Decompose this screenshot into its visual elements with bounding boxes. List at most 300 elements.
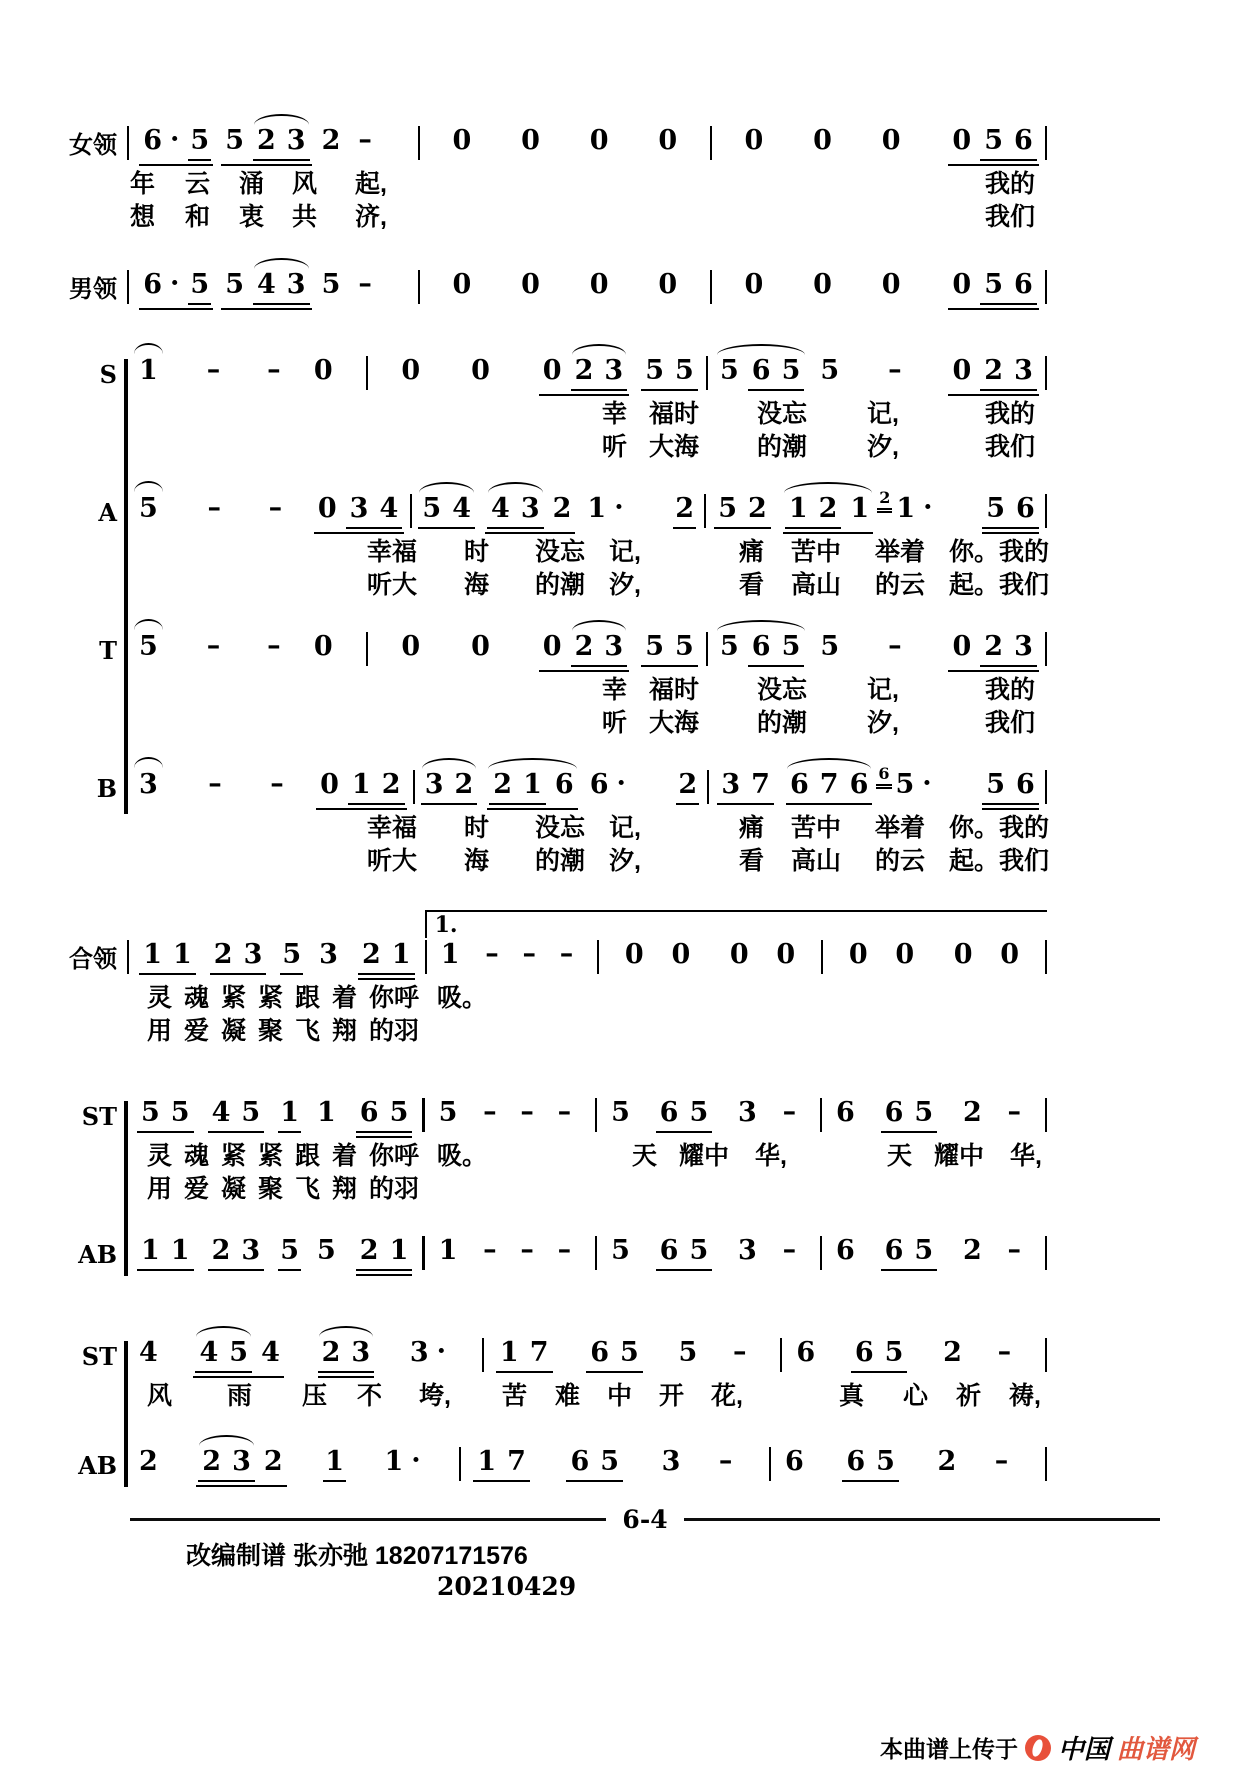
- note: [239, 1098, 262, 1128]
- dash-glyph: –: [732, 1336, 747, 1367]
- lyric-text: 共: [292, 203, 318, 231]
- note-digit: 0: [589, 269, 609, 300]
- dash-glyph: –: [1007, 1096, 1022, 1127]
- barline: [706, 356, 708, 390]
- note: [141, 940, 164, 970]
- lyric-text: 苦中: [791, 538, 842, 566]
- staff-label: T: [99, 636, 117, 665]
- lyric-text: 飞: [295, 1017, 321, 1045]
- lyric-text: 吸。: [437, 1142, 488, 1170]
- beam-line: [208, 1131, 265, 1134]
- lyric-text: 苦: [502, 1382, 528, 1410]
- lyric-text: 紧: [221, 1142, 247, 1170]
- staff-content: [127, 1447, 1047, 1489]
- note-group: [980, 632, 1037, 667]
- note-digit: 5: [718, 493, 738, 524]
- lyric-text: 心: [903, 1382, 929, 1410]
- note-digit: 1: [896, 493, 916, 524]
- barline: [418, 270, 420, 304]
- beam-line: [539, 670, 629, 673]
- notes-row: [127, 632, 1047, 674]
- staff: [0, 908, 1047, 1048]
- note-digit: 6: [1014, 125, 1033, 156]
- beam-line: [877, 508, 892, 510]
- note-digit: 3: [1014, 631, 1033, 662]
- lyrics-line: [127, 569, 1050, 602]
- staff: [0, 488, 1050, 602]
- note: [169, 1098, 192, 1128]
- lyrics-line: [127, 674, 1047, 707]
- staff: [0, 764, 1050, 878]
- note-group: [785, 494, 842, 529]
- note: [137, 494, 160, 524]
- note: [811, 270, 834, 300]
- note: [847, 940, 870, 970]
- barline: [366, 356, 368, 390]
- note: [780, 356, 803, 386]
- note-digit: 0: [313, 355, 333, 386]
- lyric-text: 聚: [258, 1017, 284, 1045]
- note: [1012, 632, 1035, 662]
- note: [961, 1236, 984, 1266]
- note-digit: 0: [881, 269, 901, 300]
- beam-line: [193, 1376, 283, 1379]
- augmentation-dot: ·: [436, 1336, 447, 1367]
- note-group: [137, 1236, 194, 1271]
- note: [285, 126, 308, 156]
- lyric-text: 衷: [239, 203, 265, 231]
- staff-label: AB: [78, 1451, 117, 1480]
- slur-arc: [199, 1435, 254, 1446]
- note-group: [948, 126, 1038, 166]
- note: [743, 126, 766, 156]
- note-digit: 5: [719, 631, 739, 662]
- staff-label: ST: [81, 1342, 117, 1371]
- lyric-text: 垮,: [419, 1382, 451, 1410]
- note: [774, 940, 797, 970]
- note: [141, 270, 181, 300]
- lyric-text: 汐,: [867, 433, 899, 461]
- beam-line: [487, 808, 577, 811]
- volta-label: 1.: [434, 912, 458, 938]
- barline: [1045, 1447, 1047, 1481]
- staff: [0, 1338, 1047, 1413]
- note-digit: 6: [554, 769, 574, 800]
- note-digit: 2: [321, 125, 341, 156]
- note: [242, 940, 265, 970]
- slur-arc: [196, 1326, 251, 1337]
- slur-arc: [572, 620, 627, 631]
- beam-line: [673, 527, 696, 530]
- beam-line: [278, 1269, 301, 1272]
- lyric-text: 凝: [221, 1175, 247, 1203]
- note-digit: 0: [953, 939, 973, 970]
- note-digit: 6: [659, 1097, 679, 1128]
- note-digit: 5: [781, 355, 801, 386]
- lyric-text: 没忘: [535, 538, 586, 566]
- note-group: [358, 940, 415, 980]
- note-digit: 2: [675, 493, 695, 524]
- note-group: [881, 1098, 938, 1133]
- note-digit: 0: [776, 939, 796, 970]
- note-digit: 6: [846, 1446, 866, 1477]
- dash-glyph: –: [267, 354, 281, 385]
- note-digit: 3: [1014, 355, 1033, 386]
- note: [750, 356, 773, 386]
- beam-line: [356, 1131, 413, 1134]
- lyric-text: 我们: [985, 433, 1036, 461]
- note-digit: 2: [321, 1337, 341, 1368]
- note-digit: 5: [914, 1235, 934, 1266]
- lyrics-line: [127, 1380, 1047, 1413]
- note-group: [748, 632, 805, 667]
- beam-line: [188, 303, 211, 306]
- dash-glyph: –: [206, 354, 221, 385]
- note-digit: 2: [139, 1446, 158, 1477]
- note-digit: 5: [141, 1097, 160, 1128]
- barline: [459, 1447, 461, 1481]
- lyric-text: 紧: [258, 984, 284, 1012]
- note-digit: 0: [895, 939, 915, 970]
- note: [719, 770, 742, 800]
- beam-line: [418, 527, 475, 530]
- note-group: [195, 1338, 252, 1373]
- notes-row: [127, 912, 1047, 982]
- note-group: [656, 1236, 713, 1271]
- lyric-text: 风: [292, 170, 318, 198]
- note-digit: 2: [256, 125, 276, 156]
- beam-line: [571, 389, 628, 392]
- note: [718, 632, 741, 662]
- lyric-text: 我们: [999, 571, 1050, 599]
- note-digit: 1: [523, 769, 542, 800]
- note-digit: 0: [952, 125, 972, 156]
- note: [450, 494, 473, 524]
- note-digit: 1: [587, 493, 607, 524]
- beam-line: [851, 1371, 908, 1374]
- note-digit: 6: [884, 1097, 904, 1128]
- note-group: [418, 494, 475, 529]
- note: [489, 494, 512, 524]
- lyric-text: 开: [659, 1382, 685, 1410]
- beam-line: [980, 389, 1037, 392]
- note-group: [210, 940, 267, 975]
- system: [0, 1098, 1047, 1278]
- beam-line: [208, 1269, 265, 1272]
- lyrics-line: [127, 1015, 1047, 1048]
- note: [984, 770, 1007, 800]
- note-digit: 6: [836, 1235, 855, 1266]
- lyric-text: 风: [147, 1382, 173, 1410]
- note-digit: 6: [884, 1235, 904, 1266]
- note-digit: 2: [574, 631, 594, 662]
- note-group: [346, 494, 403, 529]
- note-digit: 0: [744, 125, 764, 156]
- note-group: [473, 1447, 530, 1482]
- note: [818, 770, 841, 800]
- dash-glyph: –: [268, 492, 283, 523]
- notes-row: [127, 1236, 1047, 1278]
- note-digit: 3: [351, 1337, 371, 1368]
- note: [320, 126, 343, 156]
- augmentation-dot: ·: [614, 492, 624, 523]
- note-digit: 5: [689, 1235, 709, 1266]
- beam-line: [948, 308, 1038, 311]
- staff-label: ST: [81, 1102, 117, 1131]
- lyrics-line: [127, 168, 1047, 201]
- note-digit: 3: [604, 631, 624, 662]
- lyric-text: 济,: [355, 203, 387, 231]
- lyric-text: 耀中: [679, 1142, 730, 1170]
- note: [390, 940, 413, 970]
- staff: [0, 1236, 1047, 1278]
- note-digit: 1: [850, 493, 870, 524]
- lyric-text: 真: [839, 1382, 865, 1410]
- note-digit: 6: [659, 1235, 679, 1266]
- lyric-text: 我们: [999, 847, 1050, 875]
- note-digit: 4: [211, 1097, 231, 1128]
- note-digit: 5: [719, 355, 739, 386]
- note: [673, 494, 696, 529]
- lyric-text: 涌: [239, 170, 265, 198]
- note-digit: 0: [813, 269, 832, 300]
- beam-line: [676, 803, 699, 806]
- note-digit: 5: [389, 1097, 409, 1128]
- beam-line: [539, 394, 629, 397]
- note-digit: 3: [241, 1235, 261, 1266]
- beam-line: [748, 665, 805, 668]
- grace-note: [876, 765, 891, 789]
- note-digit: 0: [848, 939, 868, 970]
- lyric-text: 幸福: [367, 538, 418, 566]
- notes-row: [127, 1098, 1047, 1140]
- barline: [1045, 1236, 1047, 1270]
- note-digit: 5: [282, 939, 302, 970]
- lyric-text: 耀中: [934, 1142, 985, 1170]
- note-digit: 0: [471, 355, 490, 386]
- note-group: [982, 770, 1039, 810]
- note: [984, 494, 1007, 524]
- slur-arc: [488, 758, 576, 769]
- note-digit: 3: [738, 1097, 757, 1128]
- slur-arc: [319, 1326, 374, 1337]
- beam-line: [717, 803, 774, 806]
- note-digit: 5: [820, 355, 840, 386]
- beam-line: [982, 532, 1039, 535]
- dash-glyph: –: [888, 630, 902, 661]
- lyric-text: 年: [130, 170, 156, 198]
- note-group: [716, 632, 806, 667]
- note: [618, 1338, 641, 1368]
- note: [437, 1236, 460, 1266]
- beam-line: [982, 808, 1039, 811]
- note-digit: 5: [986, 493, 1005, 524]
- staff: [0, 126, 1047, 234]
- note: [950, 356, 973, 386]
- note: [643, 632, 666, 662]
- note-group: [348, 770, 405, 805]
- note: [883, 1098, 906, 1128]
- note-digit: 2: [493, 769, 513, 800]
- note-digit: 5: [600, 1446, 620, 1477]
- dash-glyph: –: [485, 938, 499, 969]
- note-digit: 2: [211, 1235, 231, 1266]
- lyric-text: 的羽: [369, 1175, 420, 1203]
- note: [656, 270, 679, 300]
- lyrics-line: [127, 707, 1047, 740]
- note-digit: 4: [379, 493, 399, 524]
- note-group: [948, 356, 1038, 396]
- beam-line: [783, 532, 873, 535]
- lyric-text: 着: [332, 984, 358, 1012]
- note: [1012, 356, 1035, 386]
- lyric-text: 的潮: [757, 709, 808, 737]
- note: [950, 632, 973, 662]
- note: [377, 494, 400, 524]
- note-digit: 6: [836, 1097, 855, 1128]
- beam-line: [421, 803, 478, 806]
- note-digit: 2: [454, 769, 474, 800]
- note-digit: 5: [645, 631, 664, 662]
- staff: [0, 1098, 1047, 1206]
- staff-label: 合领: [69, 944, 117, 973]
- note: [212, 940, 235, 970]
- notes-row: [127, 126, 1047, 168]
- note-digit: 3: [409, 1337, 429, 1368]
- note-digit: 2: [943, 1337, 962, 1368]
- note: [602, 632, 625, 662]
- lyric-text: 聚: [258, 1175, 284, 1203]
- note-digit: 0: [542, 355, 562, 386]
- lyrics-line: [127, 812, 1050, 845]
- note: [399, 356, 422, 386]
- note-group: [641, 632, 698, 667]
- note: [716, 494, 739, 524]
- beam-line: [566, 1480, 623, 1483]
- note-digit: 5: [229, 1337, 249, 1368]
- note-digit: 3: [424, 769, 444, 800]
- note: [528, 1338, 551, 1368]
- note-digit: 5: [645, 355, 664, 386]
- lyric-text: 福时: [649, 400, 700, 428]
- barline: [1045, 1098, 1047, 1132]
- lyrics-line: [127, 536, 1050, 569]
- lyric-text: 跟: [295, 1142, 321, 1170]
- note-group: [786, 770, 872, 805]
- barline: [366, 632, 368, 666]
- note-group: [139, 126, 213, 166]
- dash-glyph: –: [782, 1234, 797, 1265]
- note: [317, 940, 340, 970]
- lyric-text: 汐,: [609, 571, 641, 599]
- staff-content: [127, 488, 1050, 602]
- note-digit: 5: [170, 1097, 190, 1128]
- note-group: [485, 494, 575, 534]
- lyric-text: 举着: [875, 538, 926, 566]
- lyric-text: 天: [632, 1142, 658, 1170]
- note-group: [221, 126, 311, 166]
- note-group: [253, 270, 310, 305]
- lyrics-line: [127, 982, 1047, 1015]
- note: [952, 940, 975, 970]
- lyric-text: 高山: [791, 847, 842, 875]
- beam-line: [346, 527, 403, 530]
- dash-glyph: –: [997, 1336, 1012, 1367]
- system: [0, 354, 1050, 878]
- barline: [127, 940, 129, 974]
- note-digit: 1: [477, 1446, 497, 1477]
- lyric-text: 的云: [875, 847, 926, 875]
- note: [453, 770, 476, 800]
- slur-arc: [254, 114, 309, 125]
- barline: [1045, 770, 1047, 804]
- beam-line: [356, 1269, 413, 1272]
- staff-label: A: [98, 498, 117, 527]
- dash-glyph: –: [520, 1234, 534, 1265]
- note: [227, 1338, 250, 1368]
- system: [0, 270, 1047, 312]
- note-digit: 1: [788, 493, 808, 524]
- note-digit: 0: [671, 939, 691, 970]
- lyric-text: 起。: [949, 847, 1000, 875]
- note-digit: 0: [952, 269, 972, 300]
- note: [382, 1447, 422, 1477]
- note-digit: 3: [139, 769, 158, 800]
- beam-line: [221, 164, 311, 167]
- date-stamp: 20210429: [437, 1572, 577, 1601]
- note-digit: 3: [721, 769, 741, 800]
- note-digit: 2: [361, 939, 381, 970]
- note-digit: 1: [351, 769, 371, 800]
- note-digit: 6: [751, 631, 771, 662]
- note-group: [842, 1447, 899, 1482]
- note: [818, 632, 841, 662]
- dash-glyph: –: [483, 1096, 497, 1127]
- note-digit: 1: [172, 939, 192, 970]
- note-digit: 5: [876, 1446, 895, 1477]
- note: [541, 356, 564, 386]
- note: [568, 1447, 591, 1477]
- beam-line: [487, 527, 544, 530]
- lyric-text: 苦中: [791, 814, 842, 842]
- note-digit: 6: [589, 769, 609, 800]
- dash-glyph: –: [888, 354, 902, 385]
- note: [137, 1447, 160, 1477]
- beam-line: [876, 784, 891, 786]
- beam-line: [137, 1131, 194, 1134]
- staff-content: [127, 1236, 1047, 1278]
- note-digit: 4: [261, 1337, 280, 1368]
- beam-line: [877, 511, 892, 513]
- beam-line: [948, 394, 1038, 397]
- beam-line: [210, 973, 267, 976]
- note: [818, 356, 841, 386]
- beam-line: [842, 1480, 899, 1483]
- note: [141, 126, 181, 156]
- lyric-text: 痛: [739, 538, 765, 566]
- note-digit: 6: [1016, 493, 1035, 524]
- note-group: [139, 270, 213, 310]
- lyric-text: 我的: [985, 170, 1036, 198]
- dash-glyph: –: [1007, 1234, 1022, 1265]
- note-digit: 3: [232, 1446, 251, 1477]
- note: [834, 1098, 857, 1128]
- barline: [410, 494, 412, 528]
- barline: [1045, 270, 1047, 304]
- note: [137, 356, 160, 386]
- tie-arc: [134, 481, 163, 492]
- note: [312, 632, 335, 662]
